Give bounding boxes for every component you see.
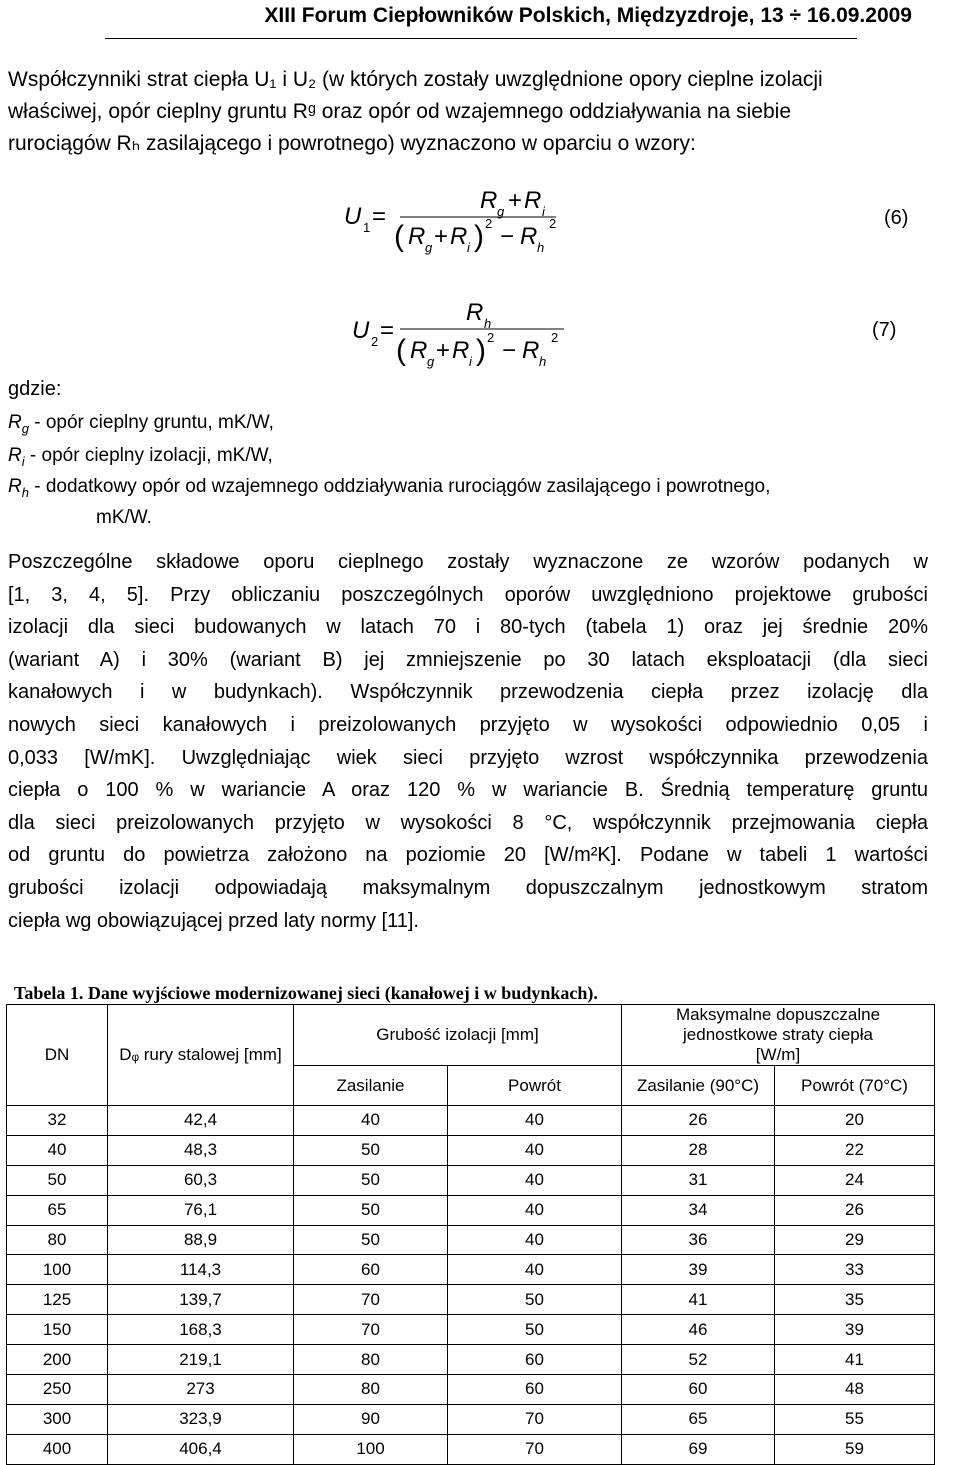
- svg-text:g: g: [425, 240, 433, 255]
- table-row: [7, 1375, 935, 1405]
- def-subscript: h: [21, 484, 29, 500]
- cell-powrot: 40: [448, 1135, 622, 1165]
- svg-text:U: U: [352, 317, 370, 344]
- header-zasilanie: Zasilanie: [294, 1066, 448, 1106]
- def-symbol: R: [8, 412, 22, 433]
- intro-line: Współczynniki strat ciepła U₁ i U₂ (w których zostały uwzględnione opory cieplne izolacji: [8, 68, 823, 91]
- cell-dn: 125: [7, 1285, 108, 1315]
- header-straty: Maksymalne dopuszczalne jednostkowe straty ciepła [W/m]: [622, 1005, 935, 1066]
- definition-rh: [8, 476, 770, 500]
- cell-zasilanie: 50: [294, 1165, 448, 1195]
- cell-straty-zasilanie: 69: [622, 1434, 775, 1464]
- svg-text:R: R: [410, 337, 428, 364]
- svg-text:−: −: [500, 223, 515, 250]
- body-line: nowych sieci kanałowych i preizolowanych przyjęto w wysokości odpowiednio 0,05 i: [8, 713, 928, 736]
- svg-text:R: R: [520, 223, 538, 250]
- cell-straty-zasilanie: 28: [622, 1135, 775, 1165]
- body-line: ciepła o 100 % w wariancie A oraz 120 % w wariancie B. Średnią temperaturę gruntu: [8, 779, 928, 802]
- cell-dz: 76,1: [108, 1195, 294, 1225]
- svg-text:(: (: [394, 220, 404, 253]
- body-line: kanałowych i w budynkach). Współczynnik przewodzenia ciepła przez izolację dla: [8, 681, 928, 704]
- body-paragraph: [8, 546, 928, 937]
- table-row: [7, 1225, 935, 1255]
- cell-straty-zasilanie: 36: [622, 1225, 775, 1255]
- cell-straty-powrot: 55: [775, 1404, 935, 1434]
- cell-straty-zasilanie: 65: [622, 1404, 775, 1434]
- table-row: [7, 1434, 935, 1464]
- svg-text:2: 2: [551, 330, 559, 345]
- cell-dn: 40: [7, 1135, 108, 1165]
- header-powrot-70: Powrót (70°C): [775, 1066, 935, 1106]
- table-body: [7, 1106, 935, 1465]
- svg-text:): ): [474, 220, 484, 253]
- svg-text:g: g: [427, 354, 435, 369]
- svg-text:h: h: [539, 354, 547, 369]
- svg-text:R: R: [466, 299, 484, 326]
- svg-text:R: R: [522, 337, 540, 364]
- cell-dz: 168,3: [108, 1315, 294, 1345]
- cell-zasilanie: 50: [294, 1135, 448, 1165]
- intro-paragraph: [8, 64, 928, 160]
- cell-zasilanie: 50: [294, 1225, 448, 1255]
- where-label: gdzie:: [8, 378, 62, 400]
- table-row: [7, 1315, 935, 1345]
- svg-text:R: R: [480, 187, 498, 214]
- cell-zasilanie: 80: [294, 1375, 448, 1405]
- svg-text:2: 2: [487, 330, 495, 345]
- cell-dn: 32: [7, 1106, 108, 1136]
- formula-u2: [338, 296, 930, 376]
- body-line: grubości izolacji odpowiadają maksymalnym dopuszczalnym jednostkowym stratom: [8, 876, 928, 899]
- cell-powrot: 70: [448, 1404, 622, 1434]
- cell-straty-powrot: 26: [775, 1195, 935, 1225]
- svg-text:+: +: [508, 187, 523, 214]
- cell-dz: 273: [108, 1375, 294, 1405]
- cell-dz: 88,9: [108, 1225, 294, 1255]
- cell-straty-zasilanie: 34: [622, 1195, 775, 1225]
- svg-text:g: g: [497, 204, 505, 219]
- cell-dz: 114,3: [108, 1255, 294, 1285]
- header-zasilanie-90: Zasilanie (90°C): [622, 1066, 775, 1106]
- cell-straty-powrot: 20: [775, 1106, 935, 1136]
- cell-straty-zasilanie: 41: [622, 1285, 775, 1315]
- cell-dz: 48,3: [108, 1135, 294, 1165]
- cell-zasilanie: 70: [294, 1285, 448, 1315]
- cell-dn: 100: [7, 1255, 108, 1285]
- cell-straty-zasilanie: 26: [622, 1106, 775, 1136]
- cell-straty-powrot: 24: [775, 1165, 935, 1195]
- header-title: XIII Forum Ciepłowników Polskich, Międzyzdroje, 13 ÷ 16.09.2009: [264, 4, 912, 27]
- def-symbol: R: [8, 476, 22, 497]
- table-row: [7, 1404, 935, 1434]
- body-line: Poszczególne składowe oporu cieplnego zostały wyznaczone ze wzorów podanych w: [8, 551, 928, 573]
- data-table: [6, 1004, 935, 1465]
- eq6-label: (6): [884, 207, 909, 229]
- table-caption: Tabela 1. Dane wyjściowe modernizowanej sieci (kanałowej i w budynkach).: [14, 983, 598, 1003]
- cell-straty-zasilanie: 39: [622, 1255, 775, 1285]
- cell-dz: 139,7: [108, 1285, 294, 1315]
- svg-text:+: +: [436, 337, 451, 364]
- definition-ri: [8, 445, 273, 469]
- header-rule: [105, 38, 857, 39]
- cell-powrot: 50: [448, 1315, 622, 1345]
- def-symbol: R: [8, 445, 22, 466]
- cell-dn: 80: [7, 1225, 108, 1255]
- cell-dz: 323,9: [108, 1404, 294, 1434]
- def-text: - opór cieplny izolacji, mK/W,: [24, 445, 273, 466]
- svg-text:i: i: [542, 204, 545, 219]
- cell-powrot: 40: [448, 1255, 622, 1285]
- body-line: dla sieci preizolowanych przyjęto w wysokości 8 °C, współczynnik przejmowania ciepła: [8, 811, 928, 834]
- cell-zasilanie: 80: [294, 1345, 448, 1375]
- cell-straty-powrot: 48: [775, 1375, 935, 1405]
- body-line: izolacji dla sieci budowanych w latach 70 i 80-tych (tabela 1) oraz jej średnie 20%: [8, 616, 928, 639]
- svg-text:2: 2: [371, 334, 379, 349]
- svg-text:i: i: [469, 354, 472, 369]
- cell-dz: 219,1: [108, 1345, 294, 1375]
- def-subscript: i: [21, 453, 25, 469]
- svg-text:U: U: [344, 203, 362, 230]
- def-text: - dodatkowy opór od wzajemnego oddziaływania rurociągów zasilającego i powrotnego,: [28, 476, 771, 497]
- definition-rg: [8, 412, 274, 436]
- cell-powrot: 50: [448, 1285, 622, 1315]
- cell-powrot: 40: [448, 1106, 622, 1136]
- cell-dz: 42,4: [108, 1106, 294, 1136]
- intro-line: rurociągów Rₕ zasilającego i powrotnego) wyznaczono w oparciu o wzory:: [8, 132, 696, 155]
- svg-text:1: 1: [363, 220, 371, 235]
- header-grubosc: Grubość izolacji [mm]: [294, 1005, 622, 1066]
- svg-text:R: R: [452, 337, 470, 364]
- cell-straty-powrot: 35: [775, 1285, 935, 1315]
- definition-continuation: mK/W.: [96, 507, 152, 528]
- cell-dz: 60,3: [108, 1165, 294, 1195]
- cell-straty-powrot: 59: [775, 1434, 935, 1464]
- table-row: [7, 1285, 935, 1315]
- def-text: - opór cieplny gruntu, mK/W,: [28, 412, 274, 433]
- header-powrot: Powrót: [448, 1066, 622, 1106]
- cell-powrot: 40: [448, 1165, 622, 1195]
- cell-dz: 406,4: [108, 1434, 294, 1464]
- cell-dn: 200: [7, 1345, 108, 1375]
- svg-text:−: −: [502, 337, 517, 364]
- cell-straty-powrot: 22: [775, 1135, 935, 1165]
- svg-text:h: h: [484, 316, 492, 331]
- svg-text:i: i: [467, 240, 470, 255]
- header-dz: Dᵩ rury stalowej [mm]: [108, 1005, 294, 1106]
- cell-zasilanie: 40: [294, 1106, 448, 1136]
- cell-straty-zasilanie: 31: [622, 1165, 775, 1195]
- cell-straty-zasilanie: 46: [622, 1315, 775, 1345]
- cell-powrot: 70: [448, 1434, 622, 1464]
- intro-line: właściwej, opór cieplny gruntu Rᵍ oraz opór od wzajemnego oddziaływania na siebie: [8, 100, 792, 123]
- svg-text:h: h: [537, 240, 545, 255]
- def-subscript: g: [21, 420, 29, 436]
- body-line: [1, 3, 4, 5]. Przy obliczaniu poszczególnych oporów uwzględniono projektowe grubości: [8, 583, 928, 606]
- header-dn: DN: [7, 1005, 108, 1106]
- body-line: ciepła wg obowiązującej przed laty normy [11].: [8, 909, 419, 932]
- cell-zasilanie: 60: [294, 1255, 448, 1285]
- cell-powrot: 60: [448, 1375, 622, 1405]
- cell-dn: 150: [7, 1315, 108, 1345]
- svg-text:): ): [476, 334, 486, 367]
- cell-straty-zasilanie: 52: [622, 1345, 775, 1375]
- cell-straty-powrot: 41: [775, 1345, 935, 1375]
- cell-straty-zasilanie: 60: [622, 1375, 775, 1405]
- svg-text:2: 2: [549, 216, 557, 231]
- cell-straty-powrot: 39: [775, 1315, 935, 1345]
- cell-zasilanie: 90: [294, 1404, 448, 1434]
- svg-text:R: R: [408, 223, 426, 250]
- svg-text:R: R: [450, 223, 468, 250]
- cell-powrot: 40: [448, 1195, 622, 1225]
- cell-dn: 65: [7, 1195, 108, 1225]
- svg-text:R: R: [524, 187, 542, 214]
- cell-zasilanie: 100: [294, 1434, 448, 1464]
- cell-powrot: 40: [448, 1225, 622, 1255]
- cell-straty-powrot: 33: [775, 1255, 935, 1285]
- cell-dn: 50: [7, 1165, 108, 1195]
- cell-zasilanie: 50: [294, 1195, 448, 1225]
- table-row: [7, 1195, 935, 1225]
- cell-powrot: 60: [448, 1345, 622, 1375]
- svg-text:=: =: [372, 203, 387, 230]
- table-row: [7, 1106, 935, 1136]
- formula-u1: [330, 182, 930, 262]
- table-row: [7, 1135, 935, 1165]
- cell-dn: 300: [7, 1404, 108, 1434]
- eq7-label: (7): [872, 319, 897, 341]
- body-line: (wariant A) i 30% (wariant B) jej zmniejszenie po 30 latach eksploatacji (dla sieci: [8, 648, 928, 671]
- cell-dn: 250: [7, 1375, 108, 1405]
- cell-zasilanie: 70: [294, 1315, 448, 1345]
- body-line: 0,033 [W/mK]. Uwzględniając wiek sieci przyjęto wzrost współczynnika przewodzenia: [8, 746, 928, 769]
- cell-dn: 400: [7, 1434, 108, 1464]
- table-row: [7, 1165, 935, 1195]
- svg-text:(: (: [396, 334, 406, 367]
- svg-text:=: =: [380, 317, 395, 344]
- cell-straty-powrot: 29: [775, 1225, 935, 1255]
- table-row: [7, 1345, 935, 1375]
- svg-text:+: +: [434, 223, 449, 250]
- svg-text:2: 2: [485, 216, 493, 231]
- table-row: [7, 1255, 935, 1285]
- body-line: od gruntu do powietrza założono na poziomie 20 [W/m²K]. Podane w tabeli 1 wartości: [8, 844, 928, 867]
